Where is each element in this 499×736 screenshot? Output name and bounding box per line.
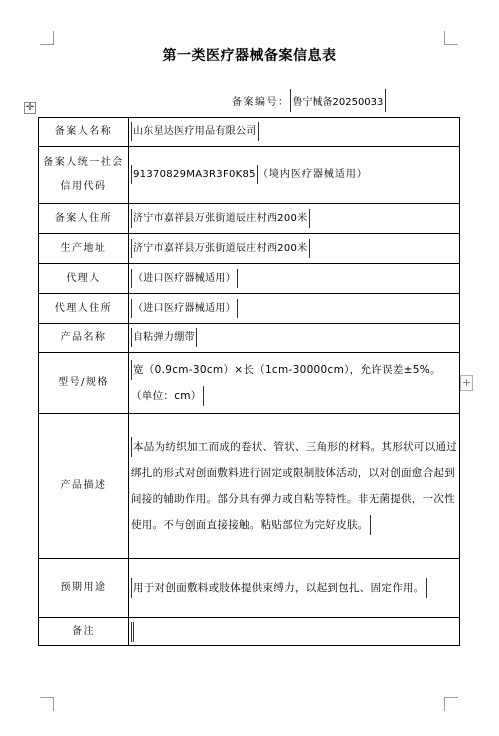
record-number-field[interactable]: 鲁宁械备20250033	[290, 89, 387, 112]
label-product-description: 产品描述	[39, 414, 129, 559]
value-cell[interactable]	[129, 204, 460, 234]
table-row	[39, 147, 460, 204]
table-move-handle-icon[interactable]: ✛	[25, 102, 35, 113]
page-corner-mark-top-right	[444, 31, 458, 45]
label-agent-address: 代理人住所	[39, 294, 129, 324]
page-corner-mark-top-left	[40, 31, 54, 45]
value-cell[interactable]	[129, 324, 460, 353]
table-row	[39, 559, 460, 618]
label-intended-use: 预期用途	[39, 559, 129, 618]
value-cell[interactable]	[129, 147, 460, 204]
page-title: 第一类医疗器械备案信息表	[162, 48, 337, 64]
label-production-address: 生产地址	[39, 234, 129, 264]
label-model-spec: 型号/规格	[39, 353, 129, 414]
table-row	[39, 324, 460, 353]
value-cell[interactable]	[129, 294, 460, 324]
record-number-label: 备案编号：	[232, 96, 290, 108]
table-row	[39, 204, 460, 234]
field-remarks[interactable]	[131, 622, 134, 642]
field-credit-code[interactable]: 91370829MA3R3F0K85	[131, 165, 258, 184]
value-cell[interactable]	[129, 234, 460, 264]
value-cell[interactable]	[129, 559, 460, 618]
value-cell[interactable]	[129, 353, 460, 414]
field-product-name[interactable]: 自粘弹力绷带	[131, 328, 197, 347]
value-cell[interactable]	[129, 118, 460, 147]
value-cell[interactable]	[129, 618, 460, 646]
table-row	[39, 264, 460, 294]
label-filer-name: 备案人名称	[39, 118, 129, 147]
field-filer-address[interactable]: 济宁市嘉祥县万张街道辰庄村西200米	[131, 209, 310, 228]
field-product-description[interactable]: 本品为纺织加工而成的卷状、管状、三角形的材料。其形状可以通过绑扎的形式对创面敷料进行固定或限制肢体活动，以对创面愈合起到间接的辅助作用。部分具有弹力或自粘等特性。非无菌提供，一次性使用。不与创面直接接触。粘贴部位为完好皮肤。	[131, 437, 457, 535]
table-row	[39, 414, 460, 559]
field-agent[interactable]: （进口医疗器械适用）	[131, 269, 238, 288]
label-remarks: 备注	[39, 618, 129, 646]
value-cell[interactable]	[129, 414, 460, 559]
field-intended-use[interactable]: 用于对创面敷料或肢体提供束缚力，以起到包扎、固定作用。	[131, 578, 427, 598]
credit-code-note: （境内医疗器械适用）	[257, 169, 368, 180]
page-corner-mark-bottom-left	[40, 697, 54, 711]
field-agent-address[interactable]: （进口医疗器械适用）	[131, 299, 238, 318]
field-model-spec[interactable]: 宽（0.9cm-30cm）×长（1cm-30000cm），允许误差±5%。（单位：cm）	[131, 360, 441, 406]
table-row	[39, 118, 460, 147]
field-production-address[interactable]: 济宁市嘉祥县万张街道辰庄村西200米	[131, 239, 310, 258]
record-number	[232, 87, 386, 113]
table-row	[39, 618, 460, 646]
label-product-name: 产品名称	[39, 324, 129, 353]
label-filer-address: 备案人住所	[39, 204, 129, 234]
page-corner-mark-bottom-right	[444, 697, 458, 711]
value-cell[interactable]	[129, 264, 460, 294]
label-credit-code: 备案人统一社会信用代码	[39, 147, 129, 204]
table-row	[39, 294, 460, 324]
add-column-plus-icon[interactable]: +	[461, 376, 472, 389]
record-info-table	[38, 117, 460, 646]
label-agent: 代理人	[39, 264, 129, 294]
table-row	[39, 353, 460, 414]
field-filer-name[interactable]: 山东星达医疗用品有限公司	[131, 122, 259, 141]
table-row	[39, 234, 460, 264]
